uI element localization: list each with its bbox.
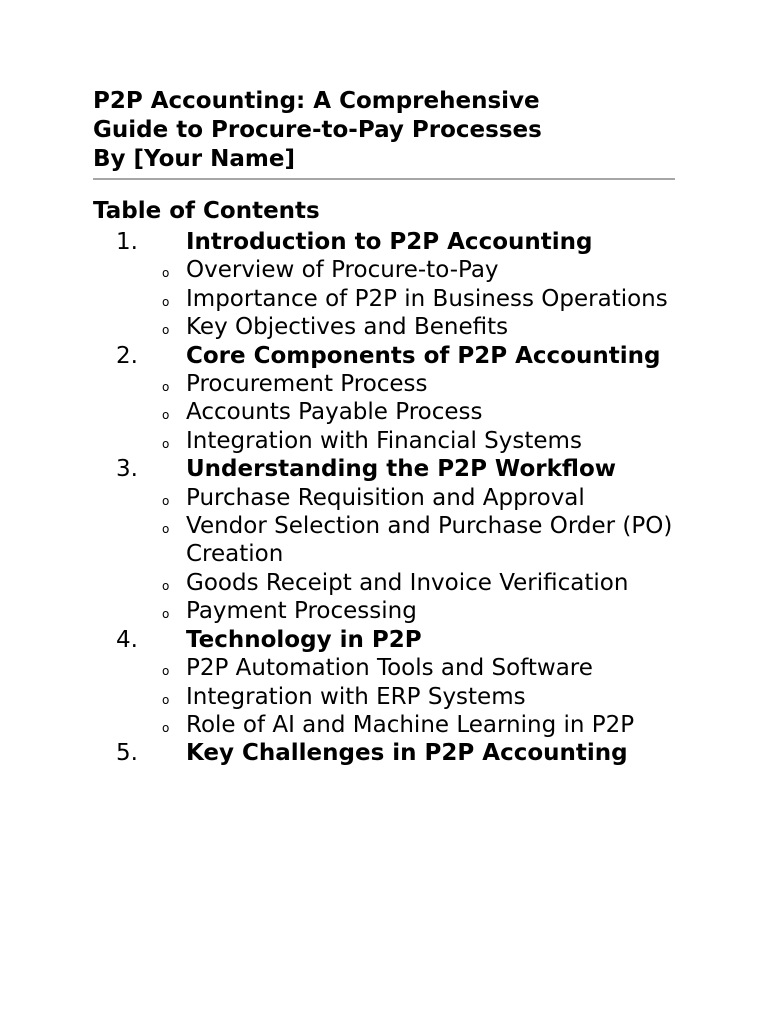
list-item: [93, 654, 693, 682]
list-item: [93, 683, 693, 711]
list-item-text: Overview of Procure-to-Pay: [186, 257, 499, 284]
section-heading: [93, 739, 693, 767]
list-item: [93, 569, 693, 597]
toc-section: [93, 739, 693, 767]
list-item: [93, 484, 693, 512]
section-number: 1.: [116, 229, 138, 255]
bullet-icon: o: [162, 578, 170, 593]
bullet-icon: o: [162, 607, 170, 622]
list-item-text: Integration with Financial Systems: [186, 427, 582, 454]
byline: By [Your Name]: [93, 146, 295, 172]
list-item-text: Procurement Process: [186, 371, 428, 398]
section-heading: [93, 455, 693, 483]
section-number: 4.: [116, 626, 138, 653]
list-item-text: Role of AI and Machine Learning in P2P: [186, 711, 635, 738]
subsection-list: [93, 484, 693, 626]
bullet-icon: o: [162, 436, 170, 451]
list-item: [93, 370, 693, 398]
list-item: [93, 256, 693, 284]
bullet-icon: o: [162, 522, 170, 537]
title-block: [93, 87, 683, 174]
bullet-icon: o: [162, 664, 170, 679]
subsection-list: [93, 370, 693, 455]
bullet-icon: o: [162, 323, 170, 338]
table-of-contents: [93, 228, 693, 768]
toc-section: [93, 455, 693, 625]
section-title: Technology in P2P: [186, 626, 422, 653]
horizontal-rule: [93, 178, 675, 180]
document-title-line-2: Guide to Procure-to-Pay Processes: [93, 117, 542, 143]
bullet-icon: o: [162, 408, 170, 423]
section-number: 2.: [116, 342, 138, 369]
toc-heading: Table of Contents: [93, 198, 320, 224]
subsection-list: [93, 654, 693, 739]
section-number: 3.: [116, 456, 138, 483]
bullet-icon: o: [162, 720, 170, 735]
section-title: Introduction to P2P Accounting: [186, 229, 593, 255]
list-item-text: Payment Processing: [186, 598, 417, 625]
list-item: [93, 285, 693, 313]
list-item: [93, 597, 693, 625]
section-title: Key Challenges in P2P Accounting: [186, 740, 628, 767]
toc-section: [93, 228, 693, 342]
list-item-text: Accounts Payable Process: [186, 399, 483, 426]
bullet-icon: o: [162, 493, 170, 508]
list-item: [93, 711, 693, 739]
list-item-text: Key Objectives and Benefits: [186, 314, 509, 341]
list-item-text: Integration with ERP Systems: [186, 683, 526, 710]
list-item-text: Goods Receipt and Invoice Verification: [186, 569, 629, 596]
list-item-text: Vendor Selection and Purchase Order (PO) Creation: [186, 513, 673, 568]
bullet-icon: o: [162, 692, 170, 707]
list-item: [93, 313, 693, 341]
toc-section: [93, 626, 693, 740]
document-title-line-1: P2P Accounting: A Comprehensive: [93, 88, 540, 114]
section-heading: [93, 228, 693, 256]
section-heading: [93, 626, 693, 654]
section-title: Understanding the P2P Workflow: [186, 456, 617, 483]
bullet-icon: o: [162, 294, 170, 309]
bullet-icon: o: [162, 266, 170, 281]
section-heading: [93, 342, 693, 370]
list-item-text: Purchase Requisition and Approval: [186, 484, 585, 511]
list-item: [93, 398, 693, 426]
list-item-text: P2P Automation Tools and Software: [186, 655, 593, 682]
subsection-list: [93, 256, 693, 341]
toc-section: [93, 342, 693, 456]
list-item: [93, 512, 693, 569]
list-item-text: Importance of P2P in Business Operations: [186, 285, 668, 312]
bullet-icon: o: [162, 380, 170, 395]
section-number: 5.: [116, 740, 138, 767]
section-title: Core Components of P2P Accounting: [186, 342, 661, 369]
list-item: [93, 427, 693, 455]
